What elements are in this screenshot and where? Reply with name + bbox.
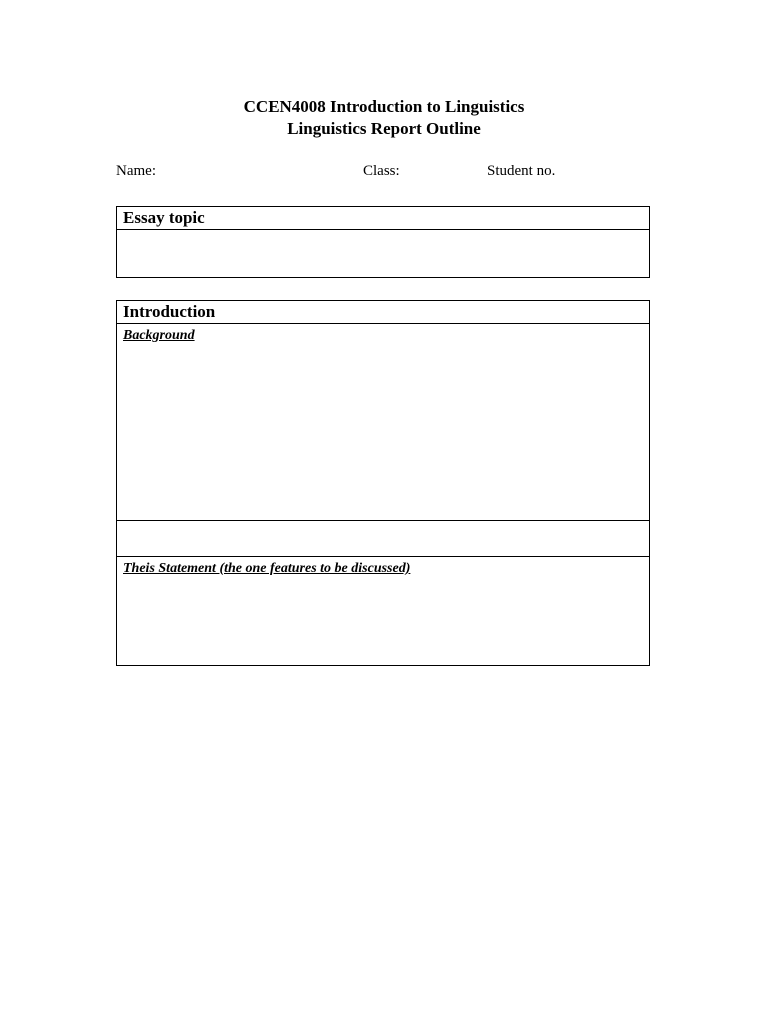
essay-topic-box [116,206,650,278]
background-field[interactable] [117,324,649,521]
thesis-statement-field[interactable] [117,557,649,665]
document-title [0,96,768,140]
student-info-row [0,163,768,183]
essay-topic-field[interactable] [117,230,649,277]
course-title: CCEN4008 Introduction to Linguistics [243,97,525,116]
essay-topic-header: Essay topic [117,207,649,230]
background-label: Background [123,328,195,343]
introduction-box [116,300,650,666]
introduction-header: Introduction [117,301,649,324]
intro-blank-row[interactable] [117,521,649,557]
class-label: Class: [363,163,400,179]
name-label: Name: [116,163,156,179]
student-number-label: Student no. [487,163,556,179]
report-title: Linguistics Report Outline [287,119,481,138]
thesis-statement-label: Theis Statement (the one features to be discussed) [123,561,411,576]
